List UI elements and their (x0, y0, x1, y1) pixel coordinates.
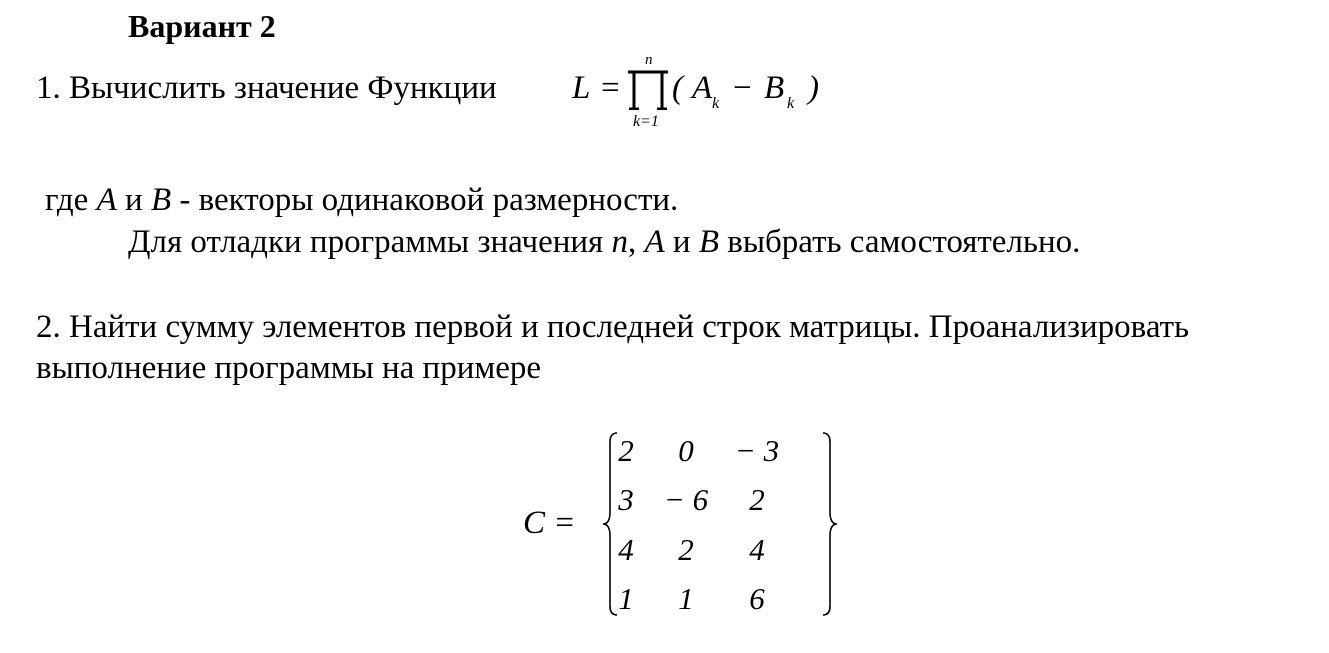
matrix-right-brace (820, 430, 840, 618)
matrix-cell: − 6 (663, 482, 709, 517)
comma: , (627, 224, 637, 260)
matrix-cell: 4 (749, 532, 765, 567)
matrix-cell: 6 (749, 581, 765, 616)
task1-vectors-note (45, 184, 678, 217)
var-a: A (644, 224, 665, 260)
product-upper-limit: n (645, 52, 653, 68)
matrix-cell: 2 (749, 482, 765, 517)
matrix-cell: 2 (618, 433, 634, 468)
formula-a-subscript: k (712, 95, 720, 112)
var-n: n (611, 224, 628, 260)
matrix-cell: 0 (678, 433, 694, 468)
text: - векторы одинаковой размерности. (179, 182, 679, 218)
text: где (45, 182, 89, 218)
task2-statement-line2: выполнение программы на примере (36, 350, 542, 386)
text: и (125, 182, 143, 218)
matrix-cell: − 3 (734, 433, 780, 468)
matrix-cell: 3 (618, 482, 634, 517)
product-symbol (627, 70, 669, 110)
var-b: B (150, 182, 172, 218)
matrix-cell: 4 (618, 532, 634, 567)
var-b: B (698, 224, 719, 260)
formula-minus: − (733, 70, 752, 106)
product-lower-limit: k=1 (633, 113, 659, 130)
var-a: A (96, 182, 117, 218)
matrix-cell: 1 (618, 581, 634, 616)
text: выбрать самостоятельно. (727, 224, 1081, 260)
variant-title: Вариант 2 (128, 8, 276, 44)
matrix-label: C = (523, 505, 576, 541)
formula-lhs: L (572, 70, 591, 106)
formula-b: B (764, 70, 785, 106)
matrix-cell: 2 (678, 532, 694, 567)
formula-rparen: ) (808, 70, 819, 106)
formula-lparen: ( (672, 70, 683, 106)
task2-statement-line1: 2. Найти сумму элементов первой и последней строк матрицы. Проанализировать (36, 309, 1190, 345)
formula-b-subscript: k (787, 95, 795, 112)
text: и (672, 224, 691, 260)
task1-statement: 1. Вычислить значение Функции (36, 70, 497, 106)
task1-debug-note (128, 226, 1080, 259)
formula-equals: = (601, 70, 620, 106)
matrix-cell: 1 (678, 581, 694, 616)
text: Для отладки программы значения (128, 224, 604, 260)
formula-a: A (692, 70, 713, 106)
